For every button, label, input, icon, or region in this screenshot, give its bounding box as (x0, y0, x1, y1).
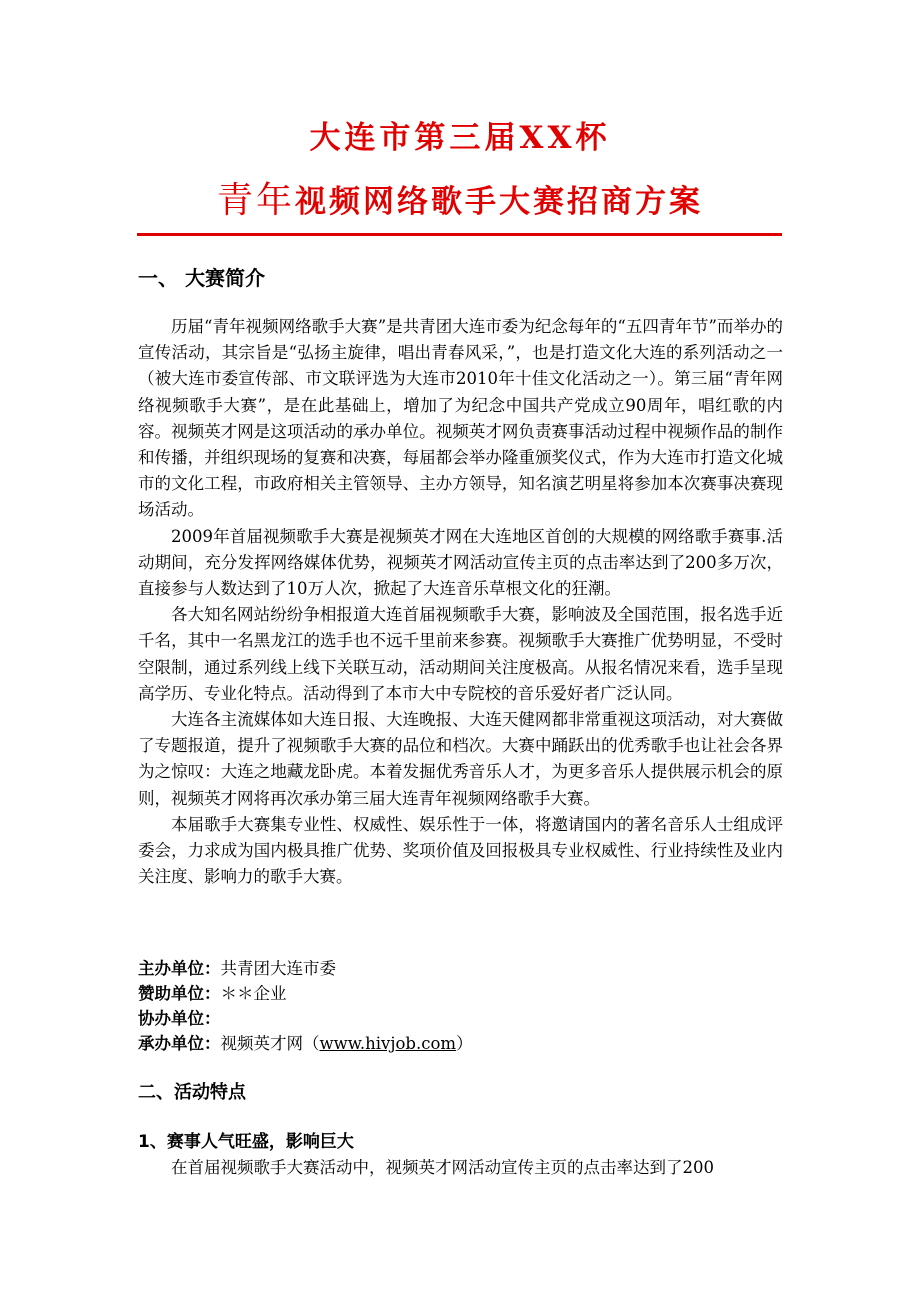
title-line2-rest: 视频网络歌手大赛招商方案 (295, 184, 703, 220)
paragraph: 本届歌手大赛集专业性、权威性、娱乐性于一体，将邀请国内的著名音乐人士组成评委会，力求成为国内极具推广优势、奖项价值及回报极具专业权威性、行业持续性及业内关注度、影响力的歌手大赛。 (138, 814, 783, 887)
undertaker-label: 承办单位： (138, 1034, 221, 1053)
sponsor-row (138, 981, 473, 1006)
document-title-line1: 大连市第三届XX杯 (309, 120, 611, 156)
host-label: 主办单位： (138, 959, 221, 978)
website-link[interactable]: www.hivjob.com (319, 1034, 457, 1053)
undertaker-value: 视频英才网（ (220, 1034, 320, 1053)
title-divider (137, 233, 782, 236)
sponsor-value: ＊＊企业 (220, 984, 287, 1003)
host-row (138, 956, 473, 981)
section2-heading: 二、活动特点 (138, 1082, 246, 1103)
undertaker-row (138, 1031, 473, 1056)
sponsor-label: 赞助单位： (138, 984, 221, 1003)
organizer-list (138, 956, 473, 1056)
title-line2-lead: 青年 (216, 180, 295, 221)
section2-sub1-heading: 1、赛事人气旺盛，影响巨大 (138, 1132, 354, 1152)
section1-body (138, 314, 783, 890)
paragraph: 历届“青年视频网络歌手大赛”是共青团大连市委为纪念每年的“五四青年节”而举办的宣传活动，其宗旨是“弘扬主旋律，唱出青春风采，”，也是打造文化大连的系列活动之一（被大连市委宣传部、市文联评选为大连市2010年十佳文化活动之一）。第三届“青年网络视频歌手大赛”，是在此基础上，增加了为纪念中国共产党成立90周年，唱红歌的内容。视频英才网是这项活动的承办单位。视频英才网负责赛事活动过程中视频作品的制作和传播，并组织现场的复赛和决赛，每届都会举办隆重颁奖仪式，作为大连市打造文化城市的文化工程，市政府相关主管领导、主办方领导，知名演艺明星将参加本次赛事决赛现场活动。 (138, 317, 783, 520)
undertaker-close: ） (456, 1034, 473, 1053)
document-title-line2 (0, 172, 920, 223)
co-organizer-label: 协办单位： (138, 1009, 221, 1028)
section2-sub1-text: 在首届视频歌手大赛活动中，视频英才网活动宣传主页的点击率达到了200 (171, 1158, 714, 1177)
paragraph: 大连各主流媒体如大连日报、大连晚报、大连天健网都非常重视这项活动，对大赛做了专题报道，提升了视频歌手大赛的品位和档次。大赛中踊跃出的优秀歌手也让社会各界为之惊叹：大连之地藏龙卧虎。本着发掘优秀音乐人才，为更多音乐人提供展示机会的原则，视频英才网将再次承办第三届大连青年视频网络歌手大赛。 (138, 710, 783, 808)
co-organizer-row (138, 1006, 473, 1031)
paragraph: 各大知名网站纷纷争相报道大连首届视频歌手大赛，影响波及全国范围，报名选手近千名，其中一名黑龙江的选手也不远千里前来参赛。视频歌手大赛推广优势明显，不受时空限制，通过系列线上线下关联互动，活动期间关注度极高。从报名情况来看，选手呈现高学历、专业化特点。活动得到了本市大中专院校的音乐爱好者广泛认同。 (138, 605, 783, 703)
paragraph: 2009年首届视频歌手大赛是视频英才网在大连地区首创的大规模的网络歌手赛事.活动期间，充分发挥网络媒体优势，视频英才网活动宣传主页的点击率达到了200多万次，直接参与人数达到了10万人次，掀起了大连音乐草根文化的狂潮。 (138, 526, 783, 599)
section1-heading: 一、 大赛简介 (138, 266, 265, 290)
host-value: 共青团大连市委 (220, 959, 336, 978)
